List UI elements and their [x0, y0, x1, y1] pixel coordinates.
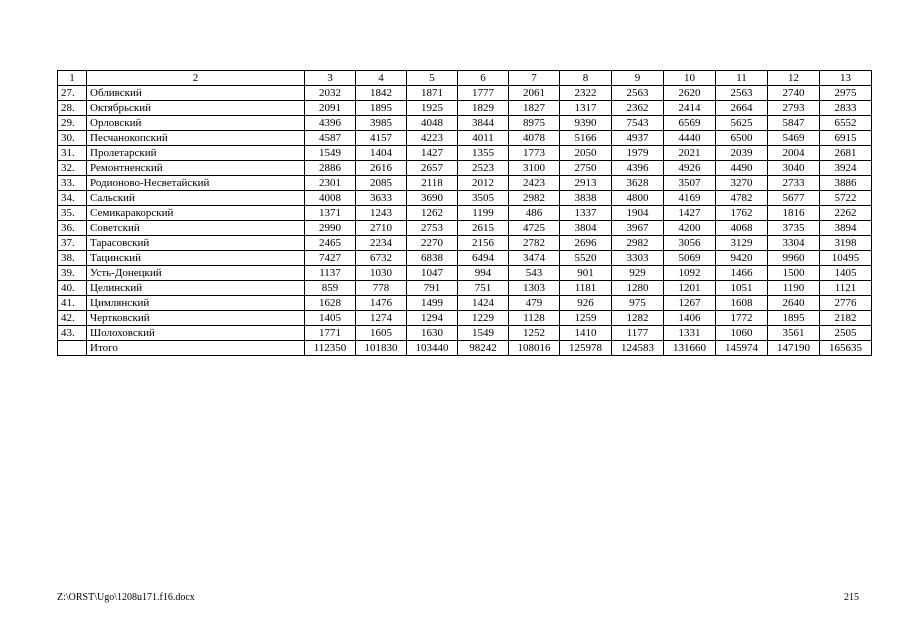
- value-cell: 1904: [612, 206, 664, 221]
- value-cell: 3924: [820, 161, 872, 176]
- value-cell: 103440: [407, 341, 458, 356]
- value-cell: 2563: [716, 86, 768, 101]
- value-cell: 3040: [768, 161, 820, 176]
- value-cell: 4782: [716, 191, 768, 206]
- value-cell: 3561: [768, 326, 820, 341]
- value-cell: 2091: [305, 101, 356, 116]
- table-row: [58, 101, 872, 116]
- value-cell: 3507: [664, 176, 716, 191]
- value-cell: 131660: [664, 341, 716, 356]
- district-name-cell: Октябрьский: [87, 101, 305, 116]
- value-cell: 6500: [716, 131, 768, 146]
- page-number: 215: [844, 592, 859, 603]
- value-cell: 1060: [716, 326, 768, 341]
- row-number-cell: 38.: [58, 251, 87, 266]
- value-cell: 1500: [768, 266, 820, 281]
- value-cell: 2886: [305, 161, 356, 176]
- district-name-cell: Обливский: [87, 86, 305, 101]
- value-cell: 4169: [664, 191, 716, 206]
- value-cell: 2012: [458, 176, 509, 191]
- value-cell: 2039: [716, 146, 768, 161]
- value-cell: 3844: [458, 116, 509, 131]
- value-cell: 1925: [407, 101, 458, 116]
- value-cell: 4937: [612, 131, 664, 146]
- value-cell: 3804: [560, 221, 612, 236]
- column-header: 3: [305, 71, 356, 86]
- value-cell: 4157: [356, 131, 407, 146]
- column-header: 11: [716, 71, 768, 86]
- value-cell: 926: [560, 296, 612, 311]
- value-cell: 1199: [458, 206, 509, 221]
- row-number-cell: 36.: [58, 221, 87, 236]
- row-number-cell: 33.: [58, 176, 87, 191]
- value-cell: 7427: [305, 251, 356, 266]
- value-cell: 791: [407, 281, 458, 296]
- column-header: 12: [768, 71, 820, 86]
- value-cell: 9390: [560, 116, 612, 131]
- value-cell: 6552: [820, 116, 872, 131]
- table-row: [58, 116, 872, 131]
- table-row: [58, 281, 872, 296]
- value-cell: 5166: [560, 131, 612, 146]
- value-cell: 1274: [356, 311, 407, 326]
- value-cell: 2270: [407, 236, 458, 251]
- value-cell: 4008: [305, 191, 356, 206]
- value-cell: 2118: [407, 176, 458, 191]
- value-cell: 2975: [820, 86, 872, 101]
- row-number-cell: 43.: [58, 326, 87, 341]
- value-cell: 2782: [509, 236, 560, 251]
- value-cell: 1137: [305, 266, 356, 281]
- value-cell: 1406: [664, 311, 716, 326]
- value-cell: 3100: [509, 161, 560, 176]
- value-cell: 2753: [407, 221, 458, 236]
- value-cell: 5069: [664, 251, 716, 266]
- value-cell: 10495: [820, 251, 872, 266]
- value-cell: 2414: [664, 101, 716, 116]
- table-header-row: [58, 71, 872, 86]
- value-cell: 2465: [305, 236, 356, 251]
- district-name-cell: Цимлянский: [87, 296, 305, 311]
- value-cell: 1280: [612, 281, 664, 296]
- value-cell: 165635: [820, 341, 872, 356]
- value-cell: 1628: [305, 296, 356, 311]
- value-cell: 1229: [458, 311, 509, 326]
- value-cell: 2322: [560, 86, 612, 101]
- value-cell: 4200: [664, 221, 716, 236]
- value-cell: 1259: [560, 311, 612, 326]
- value-cell: 2050: [560, 146, 612, 161]
- value-cell: 3894: [820, 221, 872, 236]
- value-cell: 4011: [458, 131, 509, 146]
- value-cell: 2833: [820, 101, 872, 116]
- value-cell: 486: [509, 206, 560, 221]
- value-cell: 1777: [458, 86, 509, 101]
- value-cell: 1427: [407, 146, 458, 161]
- value-cell: 3633: [356, 191, 407, 206]
- value-cell: 1549: [458, 326, 509, 341]
- value-cell: 1979: [612, 146, 664, 161]
- value-cell: 994: [458, 266, 509, 281]
- table-row: [58, 251, 872, 266]
- value-cell: 5847: [768, 116, 820, 131]
- table-row: [58, 206, 872, 221]
- value-cell: 1243: [356, 206, 407, 221]
- row-number-cell: 27.: [58, 86, 87, 101]
- value-cell: 9420: [716, 251, 768, 266]
- column-header: 13: [820, 71, 872, 86]
- value-cell: 1047: [407, 266, 458, 281]
- value-cell: 1630: [407, 326, 458, 341]
- district-name-cell: Советский: [87, 221, 305, 236]
- value-cell: 1499: [407, 296, 458, 311]
- table-row: [58, 326, 872, 341]
- value-cell: 1252: [509, 326, 560, 341]
- value-cell: 1030: [356, 266, 407, 281]
- value-cell: 5722: [820, 191, 872, 206]
- table-row: [58, 296, 872, 311]
- value-cell: 2301: [305, 176, 356, 191]
- value-cell: 1303: [509, 281, 560, 296]
- district-name-cell: Тацинский: [87, 251, 305, 266]
- value-cell: 6569: [664, 116, 716, 131]
- district-name-cell: Пролетарский: [87, 146, 305, 161]
- value-cell: 2523: [458, 161, 509, 176]
- value-cell: 2004: [768, 146, 820, 161]
- value-cell: 124583: [612, 341, 664, 356]
- row-number-cell: 42.: [58, 311, 87, 326]
- value-cell: 2982: [509, 191, 560, 206]
- value-cell: 2156: [458, 236, 509, 251]
- value-cell: 1121: [820, 281, 872, 296]
- value-cell: 5625: [716, 116, 768, 131]
- value-cell: 2913: [560, 176, 612, 191]
- district-name-cell: Тарасовский: [87, 236, 305, 251]
- row-number-cell: 28.: [58, 101, 87, 116]
- value-cell: 2615: [458, 221, 509, 236]
- value-cell: 147190: [768, 341, 820, 356]
- value-cell: 2990: [305, 221, 356, 236]
- value-cell: 4048: [407, 116, 458, 131]
- value-cell: 4440: [664, 131, 716, 146]
- value-cell: 98242: [458, 341, 509, 356]
- value-cell: 2640: [768, 296, 820, 311]
- row-number-cell: 37.: [58, 236, 87, 251]
- value-cell: 1128: [509, 311, 560, 326]
- district-name-cell: Усть-Донецкий: [87, 266, 305, 281]
- value-cell: 2793: [768, 101, 820, 116]
- value-cell: 4223: [407, 131, 458, 146]
- value-cell: 859: [305, 281, 356, 296]
- value-cell: 1267: [664, 296, 716, 311]
- row-number-cell: 40.: [58, 281, 87, 296]
- table-row: [58, 266, 872, 281]
- value-cell: 3056: [664, 236, 716, 251]
- value-cell: 5677: [768, 191, 820, 206]
- row-number-cell: [58, 341, 87, 356]
- value-cell: 2733: [768, 176, 820, 191]
- value-cell: 1294: [407, 311, 458, 326]
- row-number-cell: 31.: [58, 146, 87, 161]
- table-row: [58, 146, 872, 161]
- value-cell: 4800: [612, 191, 664, 206]
- value-cell: 2750: [560, 161, 612, 176]
- value-cell: 929: [612, 266, 664, 281]
- column-header: 10: [664, 71, 716, 86]
- value-cell: 778: [356, 281, 407, 296]
- value-cell: 6494: [458, 251, 509, 266]
- value-cell: 975: [612, 296, 664, 311]
- value-cell: 901: [560, 266, 612, 281]
- value-cell: 2776: [820, 296, 872, 311]
- value-cell: 751: [458, 281, 509, 296]
- district-name-cell: Целинский: [87, 281, 305, 296]
- value-cell: 1181: [560, 281, 612, 296]
- value-cell: 1895: [356, 101, 407, 116]
- value-cell: 1871: [407, 86, 458, 101]
- table-row: [58, 161, 872, 176]
- value-cell: 1608: [716, 296, 768, 311]
- district-name-cell: Шолоховский: [87, 326, 305, 341]
- column-header: 9: [612, 71, 664, 86]
- value-cell: 4725: [509, 221, 560, 236]
- value-cell: 2182: [820, 311, 872, 326]
- value-cell: 6838: [407, 251, 458, 266]
- value-cell: 2423: [509, 176, 560, 191]
- value-cell: 1405: [820, 266, 872, 281]
- value-cell: 2620: [664, 86, 716, 101]
- value-cell: 1772: [716, 311, 768, 326]
- value-cell: 5520: [560, 251, 612, 266]
- table-row: [58, 221, 872, 236]
- row-number-cell: 32.: [58, 161, 87, 176]
- value-cell: 4490: [716, 161, 768, 176]
- value-cell: 1762: [716, 206, 768, 221]
- value-cell: 4068: [716, 221, 768, 236]
- value-cell: 3886: [820, 176, 872, 191]
- value-cell: 1466: [716, 266, 768, 281]
- value-cell: 108016: [509, 341, 560, 356]
- value-cell: 7543: [612, 116, 664, 131]
- district-name-cell: Итого: [87, 341, 305, 356]
- district-name-cell: Семикаракорский: [87, 206, 305, 221]
- value-cell: 1427: [664, 206, 716, 221]
- value-cell: 4926: [664, 161, 716, 176]
- value-cell: 1051: [716, 281, 768, 296]
- value-cell: 4587: [305, 131, 356, 146]
- value-cell: 3505: [458, 191, 509, 206]
- value-cell: 3303: [612, 251, 664, 266]
- value-cell: 145974: [716, 341, 768, 356]
- value-cell: 2710: [356, 221, 407, 236]
- district-name-cell: Чертковский: [87, 311, 305, 326]
- footer-file-path: Z:\ORST\Ugo\1208u171.f16.docx: [57, 592, 195, 603]
- value-cell: 9960: [768, 251, 820, 266]
- value-cell: 479: [509, 296, 560, 311]
- row-number-cell: 34.: [58, 191, 87, 206]
- value-cell: 2262: [820, 206, 872, 221]
- value-cell: 1404: [356, 146, 407, 161]
- value-cell: 2616: [356, 161, 407, 176]
- value-cell: 2234: [356, 236, 407, 251]
- column-header: 4: [356, 71, 407, 86]
- value-cell: 6915: [820, 131, 872, 146]
- value-cell: 3304: [768, 236, 820, 251]
- value-cell: 1410: [560, 326, 612, 341]
- row-number-cell: 35.: [58, 206, 87, 221]
- value-cell: 2681: [820, 146, 872, 161]
- value-cell: 4396: [305, 116, 356, 131]
- value-cell: 1282: [612, 311, 664, 326]
- district-name-cell: Песчанокопский: [87, 131, 305, 146]
- value-cell: 1262: [407, 206, 458, 221]
- table-row: [58, 86, 872, 101]
- value-cell: 1355: [458, 146, 509, 161]
- value-cell: 1842: [356, 86, 407, 101]
- value-cell: 1331: [664, 326, 716, 341]
- value-cell: 2664: [716, 101, 768, 116]
- table-row: [58, 341, 872, 356]
- value-cell: 543: [509, 266, 560, 281]
- value-cell: 2563: [612, 86, 664, 101]
- value-cell: 1337: [560, 206, 612, 221]
- value-cell: 101830: [356, 341, 407, 356]
- row-number-cell: 39.: [58, 266, 87, 281]
- value-cell: 1816: [768, 206, 820, 221]
- value-cell: 1177: [612, 326, 664, 341]
- value-cell: 1201: [664, 281, 716, 296]
- value-cell: 3985: [356, 116, 407, 131]
- value-cell: 3129: [716, 236, 768, 251]
- value-cell: 1829: [458, 101, 509, 116]
- value-cell: 1771: [305, 326, 356, 341]
- column-header: 7: [509, 71, 560, 86]
- row-number-cell: 41.: [58, 296, 87, 311]
- district-name-cell: Орловский: [87, 116, 305, 131]
- value-cell: 1092: [664, 266, 716, 281]
- value-cell: 1190: [768, 281, 820, 296]
- row-number-cell: 29.: [58, 116, 87, 131]
- value-cell: 2061: [509, 86, 560, 101]
- value-cell: 1476: [356, 296, 407, 311]
- table-row: [58, 131, 872, 146]
- value-cell: 1371: [305, 206, 356, 221]
- column-header: 2: [87, 71, 305, 86]
- value-cell: 2032: [305, 86, 356, 101]
- value-cell: 8975: [509, 116, 560, 131]
- value-cell: 3198: [820, 236, 872, 251]
- value-cell: 2740: [768, 86, 820, 101]
- value-cell: 1827: [509, 101, 560, 116]
- value-cell: 6732: [356, 251, 407, 266]
- value-cell: 2085: [356, 176, 407, 191]
- value-cell: 3838: [560, 191, 612, 206]
- value-cell: 1424: [458, 296, 509, 311]
- value-cell: 1549: [305, 146, 356, 161]
- value-cell: 3735: [768, 221, 820, 236]
- table-row: [58, 191, 872, 206]
- column-header: 8: [560, 71, 612, 86]
- value-cell: 1895: [768, 311, 820, 326]
- district-name-cell: Ремонтненский: [87, 161, 305, 176]
- value-cell: 2021: [664, 146, 716, 161]
- value-cell: 1405: [305, 311, 356, 326]
- column-header: 6: [458, 71, 509, 86]
- district-name-cell: Родионово-Несветайский: [87, 176, 305, 191]
- value-cell: 125978: [560, 341, 612, 356]
- value-cell: 3270: [716, 176, 768, 191]
- value-cell: 1605: [356, 326, 407, 341]
- table-body: [58, 71, 872, 356]
- value-cell: 3474: [509, 251, 560, 266]
- value-cell: 2696: [560, 236, 612, 251]
- value-cell: 2362: [612, 101, 664, 116]
- data-table: [57, 70, 872, 356]
- value-cell: 112350: [305, 341, 356, 356]
- table-row: [58, 176, 872, 191]
- column-header: 1: [58, 71, 87, 86]
- table-row: [58, 236, 872, 251]
- row-number-cell: 30.: [58, 131, 87, 146]
- value-cell: 2982: [612, 236, 664, 251]
- table-row: [58, 311, 872, 326]
- value-cell: 1773: [509, 146, 560, 161]
- value-cell: 4396: [612, 161, 664, 176]
- value-cell: 2505: [820, 326, 872, 341]
- value-cell: 3690: [407, 191, 458, 206]
- value-cell: 1317: [560, 101, 612, 116]
- value-cell: 4078: [509, 131, 560, 146]
- district-name-cell: Сальский: [87, 191, 305, 206]
- value-cell: 3967: [612, 221, 664, 236]
- column-header: 5: [407, 71, 458, 86]
- value-cell: 5469: [768, 131, 820, 146]
- value-cell: 2657: [407, 161, 458, 176]
- value-cell: 3628: [612, 176, 664, 191]
